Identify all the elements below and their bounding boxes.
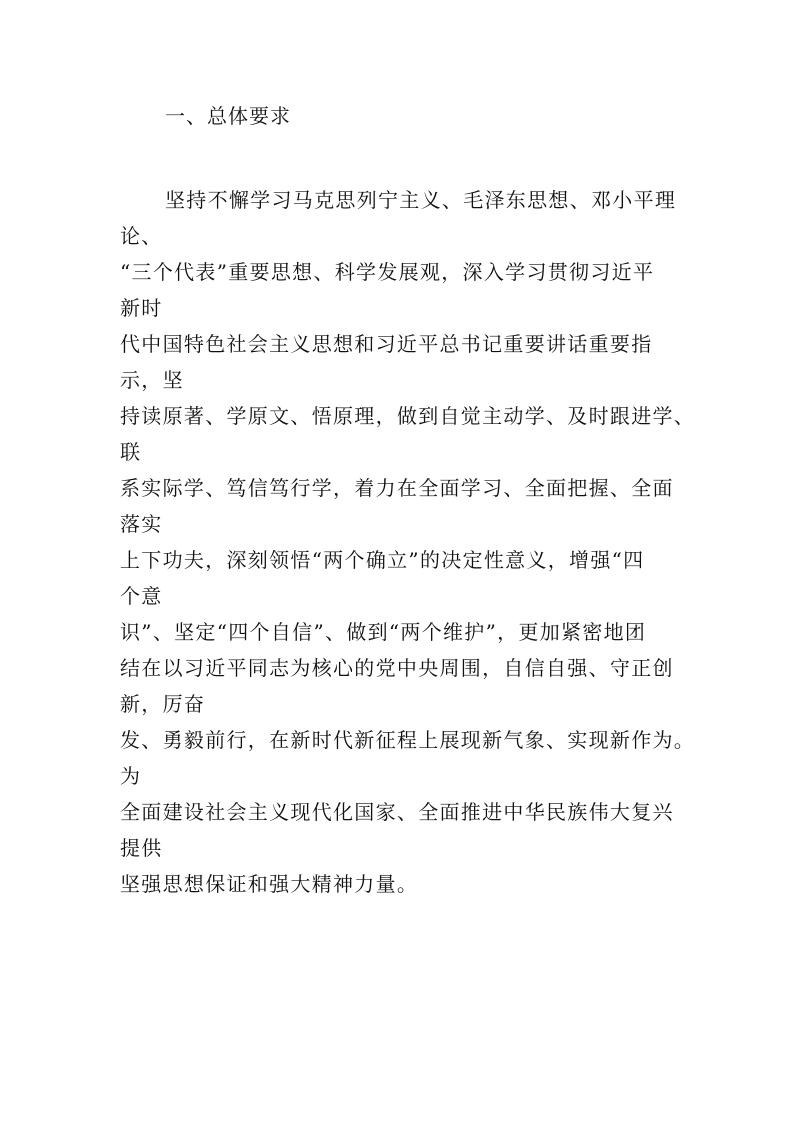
paragraph-line: 提供 xyxy=(120,836,163,860)
paragraph-line: 落实 xyxy=(120,512,163,536)
paragraph-line: 论、 xyxy=(120,224,163,248)
paragraph-line: 全面建设社会主义现代化国家、全面推进中华民族伟大复兴 xyxy=(120,800,674,824)
paragraph-line: 新时 xyxy=(120,296,163,320)
paragraph-line: 系实际学、笃信笃行学，着力在全面学习、全面把握、全面 xyxy=(120,476,674,500)
paragraph-line: “三个代表”重要思想、科学发展观，深入学习贯彻习近平 xyxy=(120,260,655,284)
paragraph-line: 结在以习近平同志为核心的党中央周围，自信自强、守正创 xyxy=(120,656,674,680)
paragraph-line: 代中国特色社会主义思想和习近平总书记重要讲话重要指 xyxy=(120,332,653,356)
paragraph-line: 持读原著、学原文、悟原理，做到自觉主动学、及时跟进学、 xyxy=(120,404,696,428)
paragraph-line: 联 xyxy=(120,440,142,464)
paragraph-line: 个意 xyxy=(120,584,163,608)
body-paragraph xyxy=(120,182,700,902)
paragraph-line: 坚持不懈学习马克思列宁主义、毛泽东思想、邓小平理 xyxy=(165,188,677,212)
paragraph-line: 坚强思想保证和强大精神力量。 xyxy=(120,872,419,896)
paragraph-line: 新，厉奋 xyxy=(120,692,206,716)
section-heading: 一、总体要求 xyxy=(165,104,291,128)
paragraph-line: 为 xyxy=(120,764,142,788)
paragraph-line: 识”、坚定“四个自信”、做到“两个维护”，更加紧密地团 xyxy=(120,620,647,644)
paragraph-line: 上下功夫，深刻领悟“两个确立”的决定性意义，增强“四 xyxy=(120,548,645,572)
paragraph-line: 示，坚 xyxy=(120,368,184,392)
paragraph-line: 发、勇毅前行，在新时代新征程上展现新气象、实现新作为。 xyxy=(120,728,696,752)
